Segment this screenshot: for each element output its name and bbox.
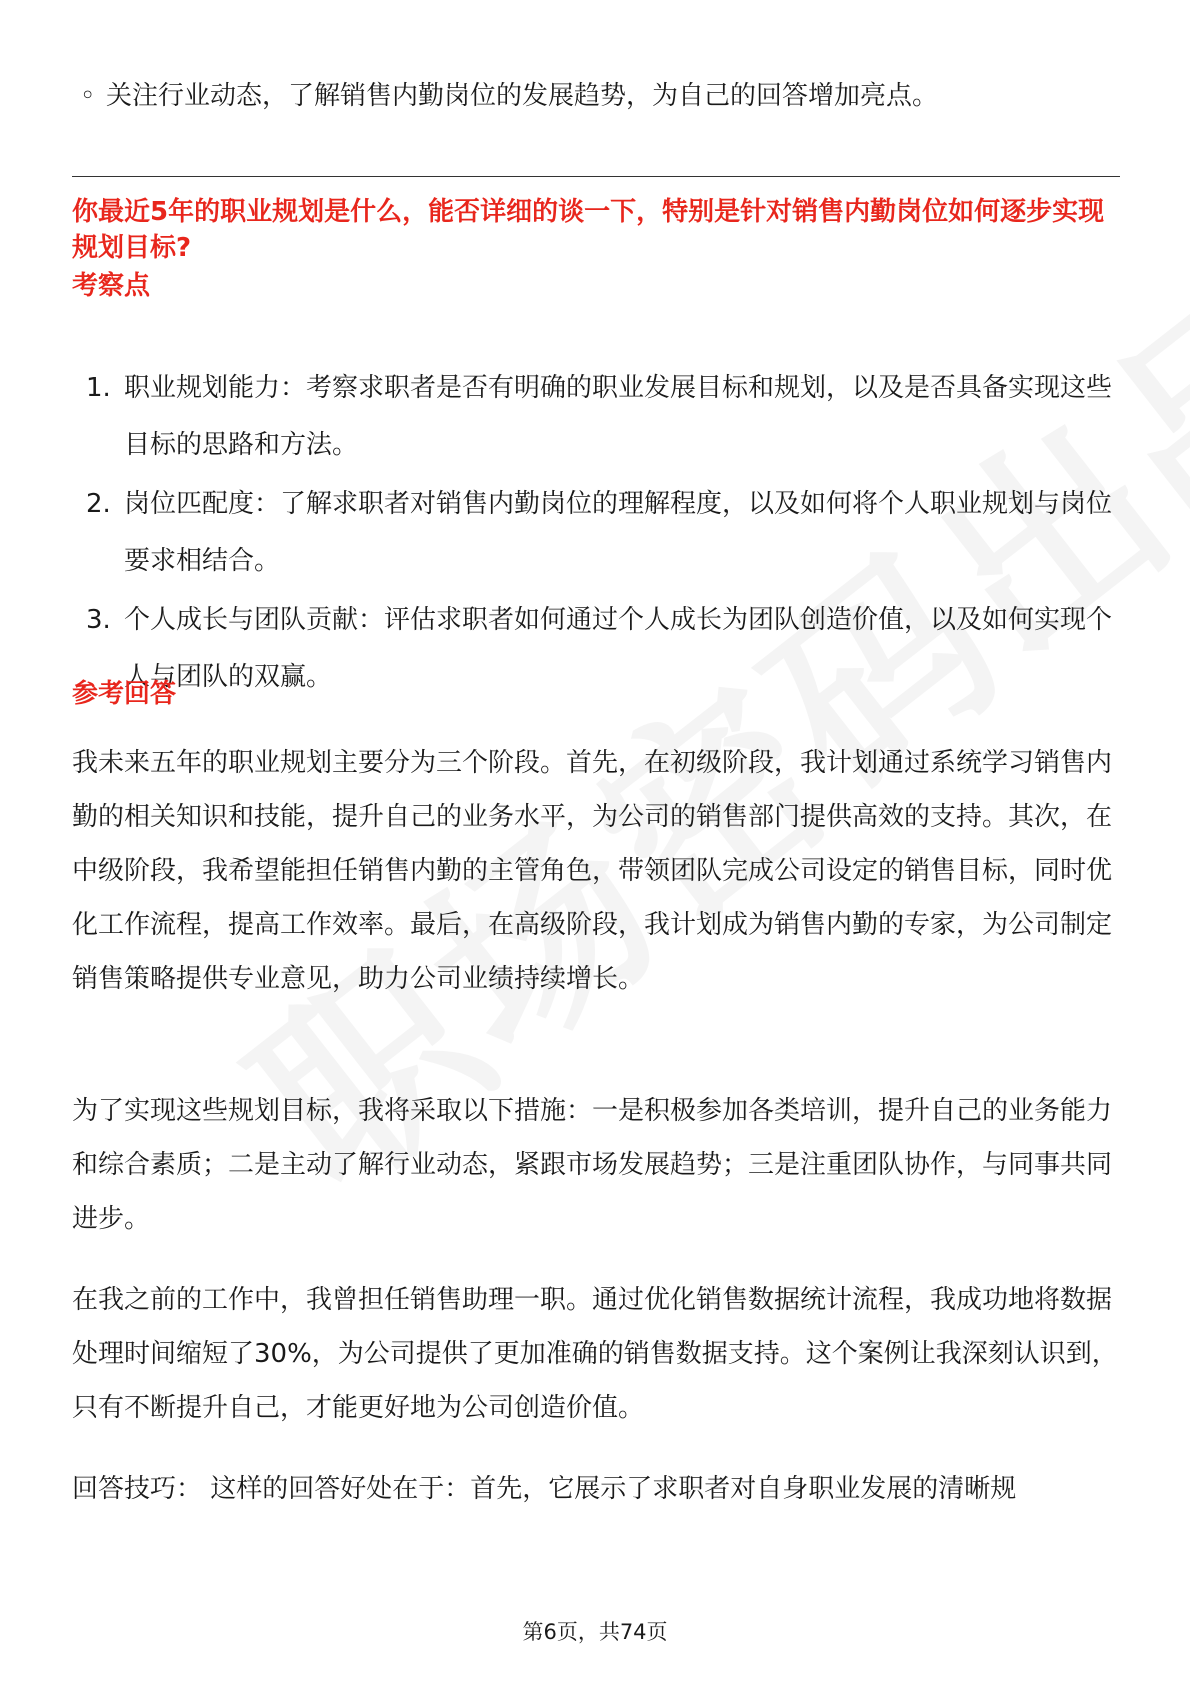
- item-number: 2.: [86, 489, 111, 519]
- assessment-item: [72, 476, 1120, 590]
- reference-paragraph: 我未来五年的职业规划主要分为三个阶段。首先，在初级阶段，我计划通过系统学习销售内勤的相关知识和技能，提升自己的业务水平，为公司的销售部门提供高效的支持。其次，在中级阶段，我希望能担任销售内勤的主管角色，带领团队完成公司设定的销售目标，同时优化工作流程，提高工作效率。最后，在高级阶段，我计划成为销售内勤的专家，为公司制定销售策略提供专业意见，助力公司业绩持续增长。: [72, 748, 1113, 994]
- bullet-circle-icon: ◦: [80, 81, 96, 111]
- assessment-list: [72, 360, 1120, 708]
- intro-bullet-text: 关注行业动态，了解销售内勤岗位的发展趋势，为自己的回答增加亮点。: [106, 81, 939, 111]
- section-divider: [72, 176, 1120, 177]
- item-number: 1.: [86, 373, 111, 403]
- item-text: 岗位匹配度：了解求职者对销售内勤岗位的理解程度，以及如何将个人职业规划与岗位要求相结合。: [124, 489, 1113, 576]
- intro-bullet-item: [80, 74, 1060, 118]
- reference-paragraph: 为了实现这些规划目标，我将采取以下措施：一是积极参加各类培训，提升自己的业务能力和综合素质；二是主动了解行业动态，紧跟市场发展趋势；三是注重团队协作，与同事共同进步。: [72, 1096, 1113, 1234]
- answer-tips-paragraph: 回答技巧： 这样的回答好处在于：首先，它展示了求职者对自身职业发展的清晰规: [72, 1474, 1017, 1504]
- item-number: 3.: [86, 605, 111, 635]
- item-text: 职业规划能力：考察求职者是否有明确的职业发展目标和规划，以及是否具备实现这些目标的思路和方法。: [124, 373, 1113, 460]
- reference-paragraph: 在我之前的工作中，我曾担任销售助理一职。通过优化销售数据统计流程，我成功地将数据处理时间缩短了30%，为公司提供了更加准确的销售数据支持。这个案例让我深刻认识到，只有不断提升自己，才能更好地为公司创造价值。: [72, 1285, 1118, 1423]
- assessment-item: [72, 592, 1120, 706]
- question-heading: 你最近5年的职业规划是什么，能否详细的谈一下，特别是针对销售内勤岗位如何逐步实现规划目标?: [72, 197, 1105, 263]
- item-text: 个人成长与团队贡献：评估求职者如何通过个人成长为团队创造价值，以及如何实现个人与团队的双赢。: [124, 605, 1113, 692]
- reference-title: 参考回答: [72, 679, 177, 709]
- assessment-item: [72, 360, 1120, 474]
- page-number: 第6页，共74页: [522, 1620, 668, 1644]
- assessment-title: 考察点: [72, 271, 151, 301]
